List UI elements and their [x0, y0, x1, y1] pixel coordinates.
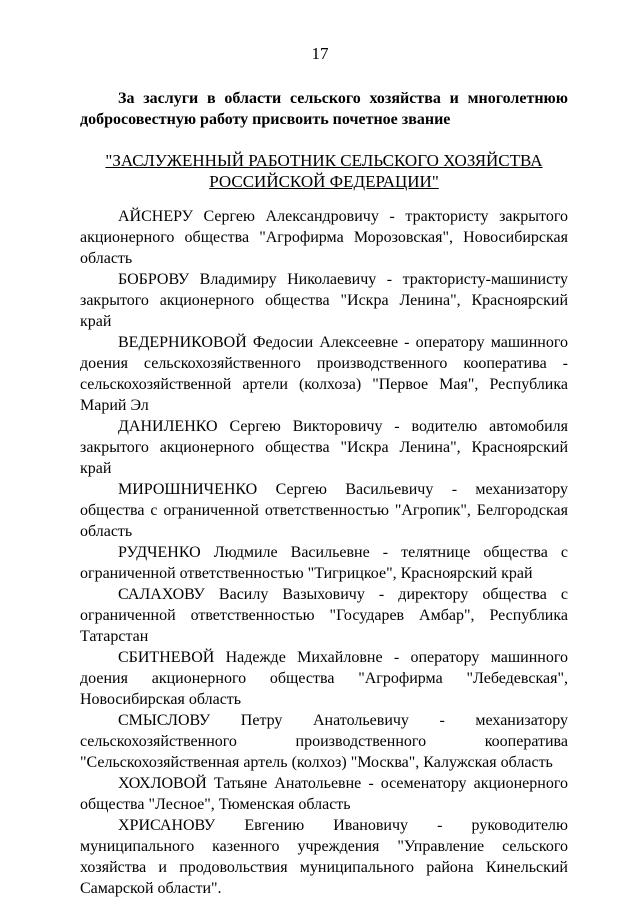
award-entry: СБИТНЕВОЙ Надежде Михайловне - оператору машинного доения акционерного общества "Агрофирма "Лебедевская", Новосибирская область [80, 649, 568, 708]
award-entry: БОБРОВУ Владимиру Николаевичу - трактористу-машинисту закрытого акционерного общества "Искра Ленина", Красноярский край [80, 271, 568, 330]
honorary-title: "ЗАСЛУЖЕННЫЙ РАБОТНИК СЕЛЬСКОГО ХОЗЯЙСТВА РОССИЙСКОЙ ФЕДЕРАЦИИ" [105, 151, 543, 191]
award-list [80, 206, 568, 899]
award-entry: ХОХЛОВОЙ Татьяне Анатольевне - осеменатору акционерного общества "Лесное", Тюменская область [80, 775, 568, 813]
award-entry: МИРОШНИЧЕНКО Сергею Васильевичу - механизатору общества с ограниченной ответственностью "Агропик", Белгородская область [80, 481, 568, 540]
award-entry: ХРИСАНОВУ Евгению Ивановичу - руководителю муниципального казенного учреждения "Управление сельского хозяйства и продовольствия муниципального района Кинельский Самарской области". [80, 817, 568, 897]
award-entry: ДАНИЛЕНКО Сергею Викторовичу - водителю автомобиля закрытого акционерного общества "Искра Ленина", Красноярский край [80, 418, 568, 477]
award-entry: СМЫСЛОВУ Петру Анатольевичу - механизатору сельскохозяйственного производственного кооператива "Сельскохозяйственная артель (колхоз) "Москва", Калужская область [80, 712, 568, 771]
award-intro: За заслуги в области сельского хозяйства и многолетнюю добросовестную работу присвоить почетное звание [80, 90, 568, 128]
award-entry: АЙСНЕРУ Сергею Александровичу - трактористу закрытого акционерного общества "Агрофирма Морозовская", Новосибирская область [80, 208, 568, 267]
award-entry: ВЕДЕРНИКОВОЙ Федосии Алексеевне - оператору машинного доения сельскохозяйственного производственного кооператива - сельскохозяйственной артели (колхоза) "Первое Мая", Республика Марий Эл [80, 334, 568, 414]
page-number: 17 [311, 44, 329, 63]
award-entry: САЛАХОВУ Василу Вазыховичу - директору общества с ограниченной ответственностью "Государев Амбар", Республика Татарстан [80, 586, 568, 645]
award-entry: РУДЧЕНКО Людмиле Васильевне - телятнице общества с ограниченной ответственностью "Тигрицкое", Красноярский край [80, 544, 568, 582]
